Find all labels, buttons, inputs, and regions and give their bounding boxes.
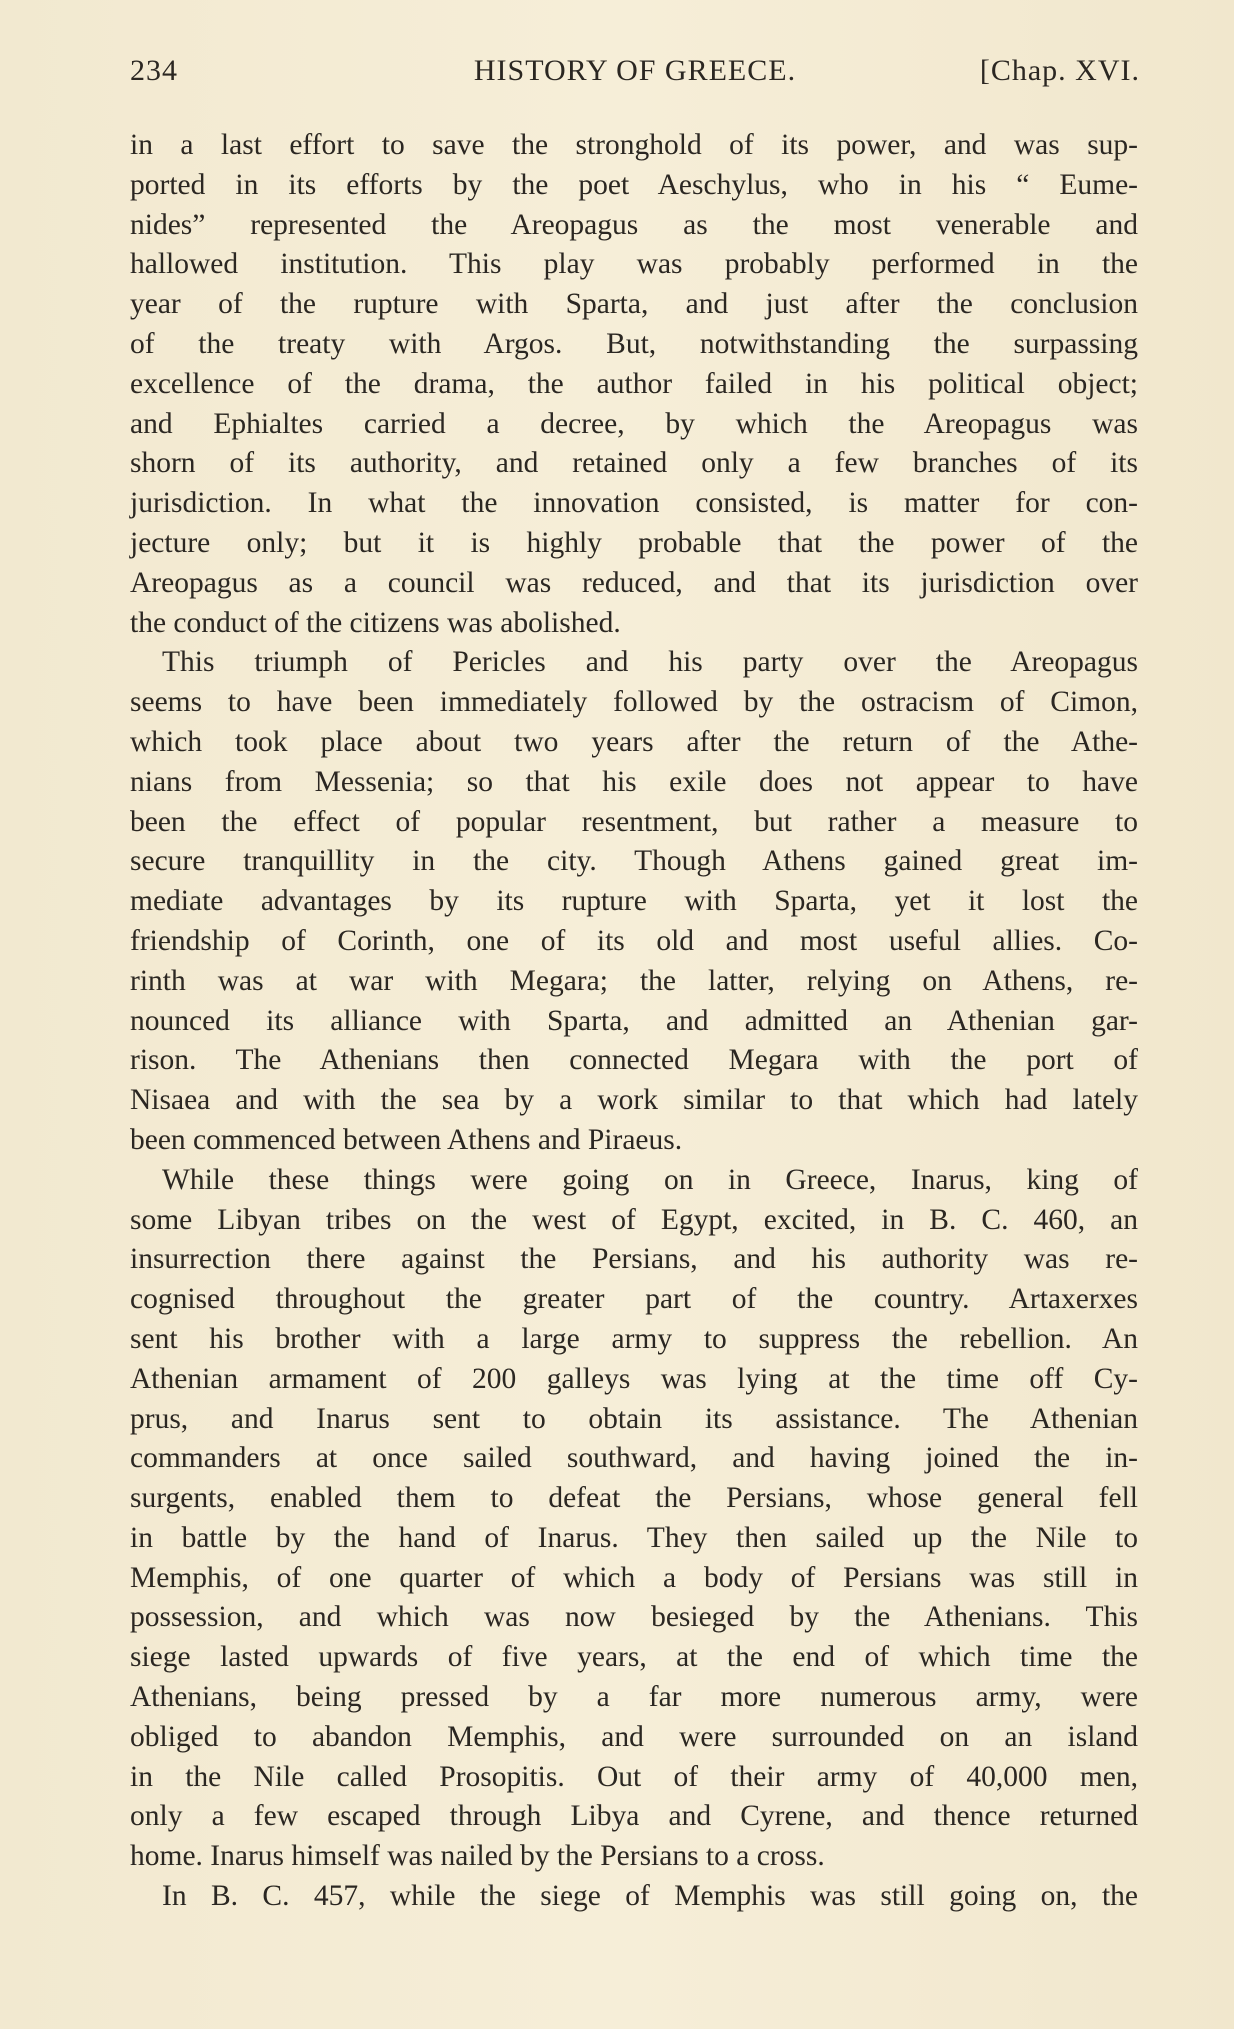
- text-line: insurrection there against the Persians, and his authority was re-: [130, 1243, 1138, 1276]
- text-line: mediate advantages by its rupture with Sparta, yet it lost the: [130, 885, 1138, 918]
- text-line: In B. C. 457, while the siege of Memphis was still going on, the: [162, 1880, 1138, 1913]
- text-line: in battle by the hand of Inarus. They then sailed up the Nile to: [130, 1521, 1138, 1554]
- text-line: ported in its efforts by the poet Aeschylus, who in his “ Eume-: [130, 168, 1138, 201]
- text-line: Areopagus as a council was reduced, and that its jurisdiction over: [130, 566, 1138, 599]
- text-line: sent his brother with a large army to suppress the rebellion. An: [130, 1322, 1138, 1355]
- running-head: [130, 54, 1140, 104]
- text-line: been commenced between Athens and Piraeus.: [130, 1123, 683, 1156]
- text-line: obliged to abandon Memphis, and were surrounded on an island: [130, 1720, 1138, 1753]
- text-line: year of the rupture with Sparta, and just after the conclusion: [130, 288, 1138, 321]
- text-line: nounced its alliance with Sparta, and admitted an Athenian gar-: [130, 1004, 1138, 1037]
- text-line: hallowed institution. This play was probably performed in the: [130, 248, 1138, 281]
- text-line: siege lasted upwards of five years, at the end of which time the: [130, 1641, 1138, 1674]
- text-line: shorn of its authority, and retained only a few branches of its: [130, 447, 1138, 480]
- text-line: excellence of the drama, the author failed in his political object;: [130, 367, 1138, 400]
- text-line: possession, and which was now besieged by the Athenians. This: [130, 1601, 1138, 1634]
- text-line: nians from Messenia; so that his exile does not appear to have: [130, 765, 1138, 798]
- text-line: jecture only; but it is highly probable that the power of the: [130, 526, 1138, 559]
- text-line: While these things were going on in Greece, Inarus, king of: [162, 1163, 1138, 1196]
- text-line: friendship of Corinth, one of its old and most useful allies. Co-: [130, 924, 1138, 957]
- text-line: rinth was at war with Megara; the latter, relying on Athens, re-: [130, 964, 1138, 997]
- text-line: Athenians, being pressed by a far more numerous army, were: [130, 1681, 1138, 1714]
- body-text: [130, 126, 1138, 1917]
- text-line: surgents, enabled them to defeat the Persians, whose general fell: [130, 1482, 1138, 1515]
- text-line: Memphis, of one quarter of which a body of Persians was still in: [130, 1561, 1138, 1594]
- text-line: This triumph of Pericles and his party over the Areopagus: [162, 646, 1138, 679]
- paragraph-1: [130, 126, 1138, 643]
- book-title: HISTORY OF GREECE.: [473, 54, 797, 87]
- text-line: seems to have been immediately followed by the ostracism of Cimon,: [130, 686, 1138, 719]
- text-line: cognised throughout the greater part of the country. Artaxerxes: [130, 1283, 1138, 1316]
- text-line: and Ephialtes carried a decree, by which the Areopagus was: [130, 407, 1138, 440]
- text-line: the conduct of the citizens was abolished.: [130, 606, 621, 639]
- text-line: Nisaea and with the sea by a work similar to that which had lately: [130, 1084, 1138, 1117]
- text-line: nides” represented the Areopagus as the most venerable and: [130, 208, 1138, 241]
- text-line: which took place about two years after the return of the Athe-: [130, 725, 1138, 758]
- paragraph-4: [130, 1877, 1138, 1917]
- page-number: 234: [130, 54, 178, 87]
- text-line: prus, and Inarus sent to obtain its assistance. The Athenian: [130, 1402, 1138, 1435]
- text-line: secure tranquillity in the city. Though Athens gained great im-: [130, 845, 1138, 878]
- text-line: home. Inarus himself was nailed by the Persians to a cross.: [130, 1840, 825, 1873]
- text-line: jurisdiction. In what the innovation consisted, is matter for con-: [130, 487, 1138, 520]
- chapter-reference: [Chap. XVI.: [979, 54, 1140, 87]
- text-line: rison. The Athenians then connected Megara with the port of: [130, 1044, 1138, 1077]
- text-line: in a last effort to save the stronghold of its power, and was sup-: [130, 129, 1138, 161]
- paragraph-3: [130, 1161, 1138, 1877]
- text-line: in the Nile called Prosopitis. Out of their army of 40,000 men,: [130, 1760, 1138, 1793]
- text-line: been the effect of popular resentment, but rather a measure to: [130, 805, 1138, 838]
- text-line: of the treaty with Argos. But, notwithstanding the surpassing: [130, 327, 1138, 360]
- text-line: commanders at once sailed southward, and having joined the in-: [130, 1442, 1138, 1475]
- text-line: only a few escaped through Libya and Cyrene, and thence returned: [130, 1800, 1138, 1833]
- text-line: Athenian armament of 200 galleys was lying at the time off Cy-: [130, 1362, 1138, 1395]
- paragraph-2: [130, 643, 1138, 1160]
- text-line: some Libyan tribes on the west of Egypt, excited, in B. C. 460, an: [130, 1203, 1138, 1236]
